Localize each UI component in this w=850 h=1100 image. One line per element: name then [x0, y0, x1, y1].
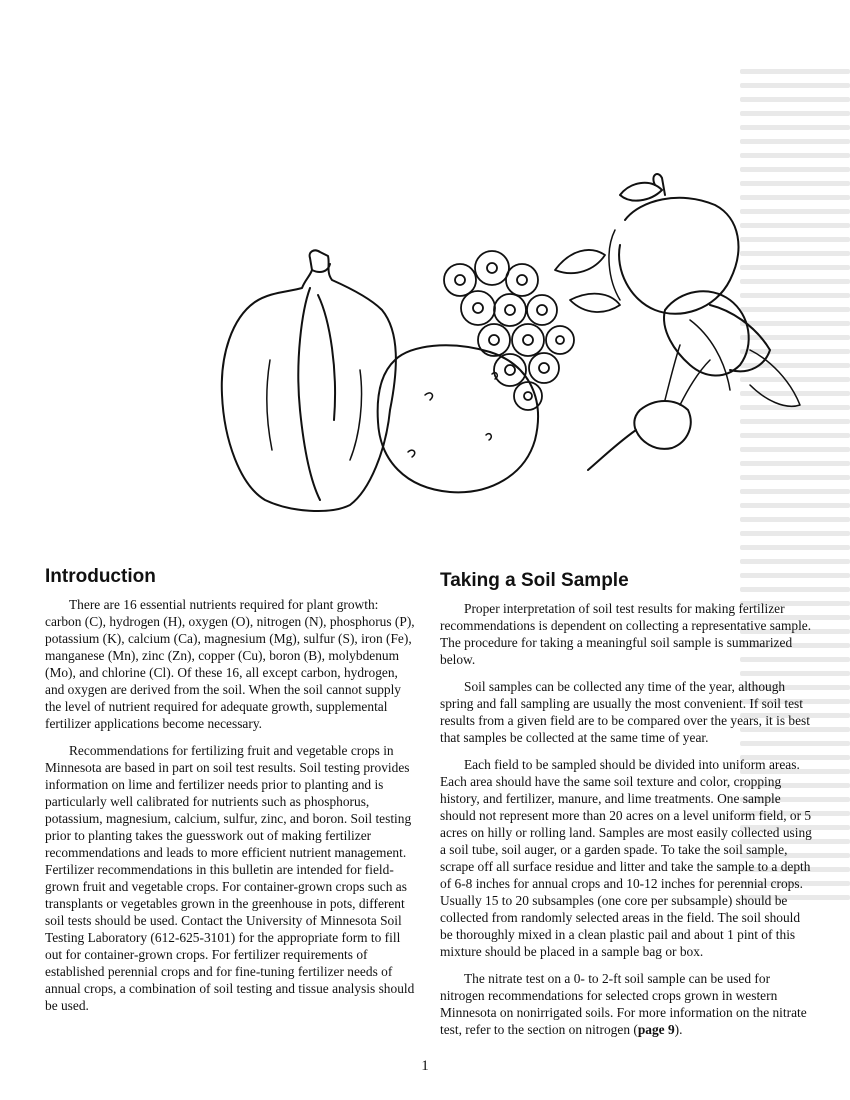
introduction-heading: Introduction — [45, 566, 156, 587]
page-number: 1 — [421, 1058, 429, 1074]
introduction-paragraph-2: Recommendations for fertilizing fruit and vegetable crops in Minnesota are based in part on soil test results. Soil testing provides information on lime and fertilizer needs prior to planting and is particularly well calibrated for nutrients such as phosphorus, potassium, magnesium, calcium, sulfur, zinc, and boron. Soil testing prior to planting takes the guesswork out of making fertilizer recommendations and leads to more efficient nutrient management. Fertilizer recommendations in this bulletin are intended for field-grown fruit and vegetable crops. For container-grown crops such as transplants or vegetables grown in the greenhouse in pots, different soil tests should be used. Contact the University of Minnesota Soil Testing Laboratory (612-625-3101) for the appropriate form to fill out for container-grown crops. For fertilizer requirements of established perennial crops and for fine-tuning fertilizer needs of annual crops, a combination of soil testing and tissue analysis should be used. — [45, 743, 415, 1013]
soil-sample-paragraph-4 — [440, 970, 815, 1038]
soil-sample-column — [440, 570, 815, 1048]
pepper-icon — [222, 250, 396, 511]
vegetables-fruit-illustration-icon — [210, 160, 810, 520]
soil-sample-paragraph-2: Soil samples can be collected any time of the year, although spring and fall sampling are usually the most convenient. If soil test results from a given field are to be compared over the years, it is best that samples be collected at the same time of year. — [440, 679, 810, 745]
nitrate-test-text: The nitrate test on a 0- to 2-ft soil sample can be used for nitrogen recommendations for selected crops grown in western Minnesota on nonirrigated soils. For more information on the nitrate test, refer to the section on nitrogen ( — [440, 971, 807, 1037]
radish-icon — [588, 291, 800, 470]
page-reference: page 9 — [637, 1022, 675, 1037]
soil-sample-paragraph-1: Proper interpretation of soil test results for making fertilizer recommendations is dependent on collecting a representative sample. The procedure for taking a meaningful soil sample is summarized below. — [440, 601, 812, 667]
soil-sample-paragraph-3: Each field to be sampled should be divided into uniform areas. Each area should have the same soil texture and color, cropping history, and fertilizer, manure, and lime treatments. One sample should not represent more than 20 acres on a level uniform field, or 5 acres on hilly or rolling land. Samples are most easily collected using a soil tube, soil auger, or a garden spade. To take the soil sample, scrape off all surface residue and litter and take the sample to a depth of 6-8 inches for annual crops and 10-12 inches for perennial crops. Usually 15 to 20 subsamples (one core per subsample) should be collected from randomly selected areas in the field. The soil should be thoroughly mixed in a clean plastic pail and about 1 pint of this mixture should be placed in a sample bag or box. — [440, 757, 812, 959]
soil-sample-heading: Taking a Soil Sample — [440, 570, 629, 591]
nitrate-test-end: ). — [674, 1022, 683, 1037]
introduction-paragraph-1: There are 16 essential nutrients required for plant growth: carbon (C), hydrogen (H), oxygen (O), nitrogen (N), phosphorus (P), potassium (K), calcium (Ca), magnesium (Mg), sulfur (S), iron (Fe), manganese (Mn), zinc (Zn), copper (Cu), boron (B), molybdenum (Mo), and chlorine (Cl). Of these 16, all except carbon, hydrogen, and oxygen are derived from the soil. When the soil cannot supply the level of nutrient required for adequate growth, supplemental fertilizer applications become necessary. — [45, 597, 415, 731]
apple-icon — [609, 174, 738, 314]
introduction-column — [45, 566, 417, 1024]
